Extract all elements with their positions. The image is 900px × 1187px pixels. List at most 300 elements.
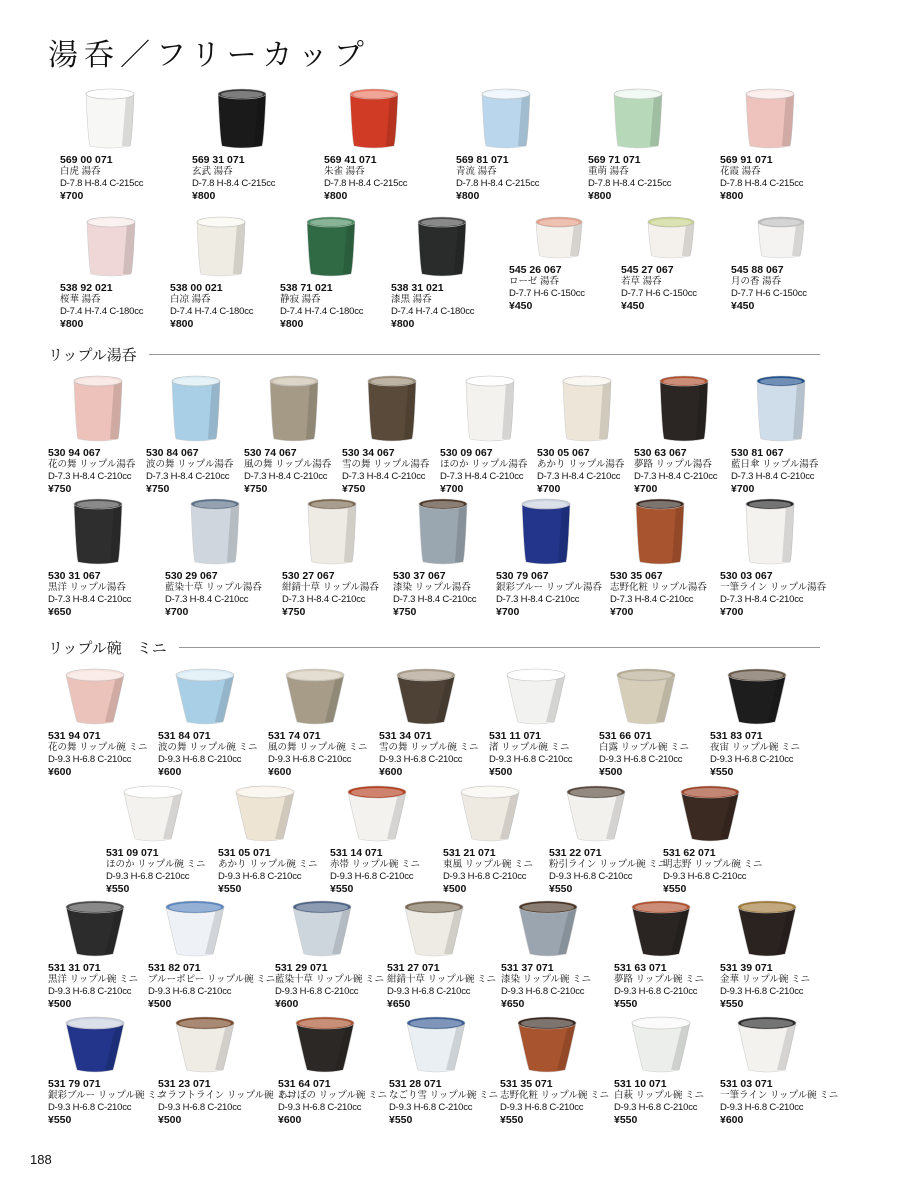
product-code: 530 79 067 xyxy=(496,570,549,582)
product-item xyxy=(393,498,503,618)
product-spec: D-7.3 H-8.4 C-210cc xyxy=(48,594,132,605)
cup-image xyxy=(531,216,587,260)
product-name: 銀彩ブルー リップル碗 ミニ xyxy=(48,1090,167,1101)
product-price: ¥800 xyxy=(170,318,194,330)
product-spec: D-9.3 H-6.8 C-210cc xyxy=(663,871,747,882)
cup-image xyxy=(82,88,138,150)
product-item xyxy=(710,668,820,778)
product-spec: D-9.3 H-6.8 C-210cc xyxy=(710,754,794,765)
product-name: ローゼ 湯呑 xyxy=(509,276,559,287)
product-name: 志野化粧 リップル碗 ミニ xyxy=(500,1090,610,1101)
product-code: 530 09 067 xyxy=(440,447,493,459)
product-code: 569 91 071 xyxy=(720,154,773,166)
product-spec: D-7.3 H-8.4 C-210cc xyxy=(610,594,694,605)
product-item xyxy=(599,668,709,778)
product-spec: D-7.3 H-8.4 C-210cc xyxy=(393,594,477,605)
product-code: 569 31 071 xyxy=(192,154,245,166)
product-spec: D-7.3 H-8.4 C-210cc xyxy=(244,471,328,482)
product-item xyxy=(48,900,158,1010)
product-code: 538 00 021 xyxy=(170,282,223,294)
product-item xyxy=(275,900,385,1010)
product-name: ほのか リップル碗 ミニ xyxy=(106,859,206,870)
cup-image xyxy=(514,1016,580,1074)
cup-image xyxy=(656,375,712,443)
product-price: ¥750 xyxy=(342,483,366,495)
product-item xyxy=(146,375,256,495)
product-price: ¥600 xyxy=(158,766,182,778)
cup-image xyxy=(643,216,699,260)
product-name: 重萌 湯呑 xyxy=(588,166,629,177)
product-spec: D-7.3 H-8.4 C-210cc xyxy=(720,594,804,605)
product-code: 531 62 071 xyxy=(663,847,716,859)
product-price: ¥450 xyxy=(509,300,533,312)
product-name: 風の舞 リップル碗 ミニ xyxy=(268,742,368,753)
product-spec: D-7.4 H-7.4 C-180cc xyxy=(60,306,144,317)
product-spec: D-7.3 H-8.4 C-210cc xyxy=(146,471,230,482)
product-code: 538 31 021 xyxy=(391,282,444,294)
product-code: 531 03 071 xyxy=(720,1078,773,1090)
product-item xyxy=(549,785,668,895)
product-spec: D-9.3 H-6.8 C-210cc xyxy=(48,1102,132,1113)
product-code: 569 81 071 xyxy=(456,154,509,166)
product-spec: D-9.3 H-6.8 C-210cc xyxy=(443,871,527,882)
product-spec: D-7.3 H-8.4 C-210cc xyxy=(634,471,718,482)
product-code: 531 82 071 xyxy=(148,962,201,974)
product-name: 雪の舞 リップル碗 ミニ xyxy=(379,742,479,753)
product-price: ¥800 xyxy=(391,318,415,330)
product-price: ¥700 xyxy=(537,483,561,495)
product-price: ¥650 xyxy=(387,998,411,1010)
product-name: ブルーポピー リップル碗 ミニ xyxy=(148,974,276,985)
page-title: 湯呑／フリーカップ xyxy=(48,38,370,73)
product-price: ¥800 xyxy=(192,190,216,202)
product-item xyxy=(158,668,268,778)
product-spec: D-7.3 H-8.4 C-210cc xyxy=(282,594,366,605)
cup-image xyxy=(187,498,243,566)
product-item xyxy=(48,668,158,778)
product-code: 531 74 071 xyxy=(268,730,321,742)
product-spec: D-9.3 H-6.8 C-210cc xyxy=(278,1102,362,1113)
product-spec: D-7.3 H-8.4 C-210cc xyxy=(48,471,132,482)
section-header-ripple-bowl-mini xyxy=(48,637,820,657)
product-name: 金華 リップル碗 ミニ xyxy=(720,974,811,985)
product-price: ¥700 xyxy=(610,606,634,618)
cup-image xyxy=(628,1016,694,1074)
product-price: ¥600 xyxy=(720,1114,744,1126)
cup-image xyxy=(162,900,228,958)
product-name: 青流 湯呑 xyxy=(456,166,497,177)
product-code: 531 23 071 xyxy=(158,1078,211,1090)
product-name: 藍染十草 リップル湯呑 xyxy=(165,582,262,593)
product-code: 530 74 067 xyxy=(244,447,297,459)
product-name: 夢路 リップル碗 ミニ xyxy=(614,974,705,985)
product-price: ¥600 xyxy=(275,998,299,1010)
product-name: 雪の舞 リップル湯呑 xyxy=(342,459,430,470)
product-code: 531 28 071 xyxy=(389,1078,442,1090)
cup-image xyxy=(232,785,298,843)
product-item xyxy=(489,668,599,778)
cup-image xyxy=(192,216,250,278)
product-name: 花霞 湯呑 xyxy=(720,166,761,177)
product-code: 530 63 067 xyxy=(634,447,687,459)
product-code: 530 03 067 xyxy=(720,570,773,582)
product-code: 530 84 067 xyxy=(146,447,199,459)
product-name: 明志野 リップル碗 ミニ xyxy=(663,859,763,870)
product-price: ¥450 xyxy=(731,300,755,312)
product-price: ¥600 xyxy=(268,766,292,778)
product-item xyxy=(389,1016,499,1126)
product-price: ¥750 xyxy=(282,606,306,618)
product-price: ¥700 xyxy=(496,606,520,618)
product-code: 531 94 071 xyxy=(48,730,101,742)
product-code: 531 34 071 xyxy=(379,730,432,742)
product-spec: D-7.7 H-6 C-150cc xyxy=(509,288,585,299)
product-name: あけぼの リップル碗 ミニ xyxy=(278,1090,388,1101)
product-spec: D-9.3 H-6.8 C-210cc xyxy=(599,754,683,765)
product-item xyxy=(170,216,280,330)
cup-image xyxy=(62,900,128,958)
product-item xyxy=(614,900,724,1010)
product-spec: D-7.4 H-7.4 C-180cc xyxy=(391,306,475,317)
section-header-ripple-yunomi xyxy=(48,344,820,364)
cup-image xyxy=(413,216,471,278)
product-code: 531 05 071 xyxy=(218,847,271,859)
product-code: 531 21 071 xyxy=(443,847,496,859)
product-spec: D-7.8 H-8.4 C-215cc xyxy=(456,178,540,189)
product-price: ¥500 xyxy=(148,998,172,1010)
product-code: 569 71 071 xyxy=(588,154,641,166)
product-spec: D-9.3 H-6.8 C-210cc xyxy=(720,986,804,997)
product-code: 531 35 071 xyxy=(500,1078,553,1090)
product-item xyxy=(330,785,440,895)
product-name: 白凉 湯呑 xyxy=(170,294,211,305)
product-price: ¥500 xyxy=(489,766,513,778)
product-name: 夢路 リップル湯呑 xyxy=(634,459,712,470)
product-spec: D-9.3 H-6.8 C-210cc xyxy=(614,1102,698,1113)
cup-image xyxy=(70,498,126,566)
product-spec: D-7.8 H-8.4 C-215cc xyxy=(588,178,672,189)
cup-image xyxy=(168,375,224,443)
product-code: 531 14 071 xyxy=(330,847,383,859)
product-item xyxy=(496,498,606,618)
product-code: 531 11 071 xyxy=(489,730,541,742)
cup-image xyxy=(70,375,126,443)
product-item xyxy=(48,375,158,495)
product-code: 531 39 071 xyxy=(720,962,773,974)
product-code: 530 29 067 xyxy=(165,570,218,582)
product-spec: D-7.8 H-8.4 C-215cc xyxy=(720,178,804,189)
product-spec: D-7.7 H-6 C-150cc xyxy=(621,288,697,299)
product-code: 545 88 067 xyxy=(731,264,784,276)
product-item xyxy=(720,1016,839,1126)
product-item xyxy=(610,498,720,618)
cup-image xyxy=(742,88,798,150)
product-spec: D-9.3 H-6.8 C-210cc xyxy=(218,871,302,882)
product-item xyxy=(282,498,392,618)
cup-image xyxy=(292,1016,358,1074)
product-name: あかり リップル碗 ミニ xyxy=(218,859,318,870)
product-item xyxy=(456,88,566,202)
product-item xyxy=(440,375,550,495)
product-item xyxy=(509,216,619,312)
cup-image xyxy=(302,216,360,278)
product-spec: D-7.3 H-8.4 C-210cc xyxy=(731,471,815,482)
product-item xyxy=(621,216,731,312)
cup-image xyxy=(214,88,270,150)
section-divider xyxy=(179,647,820,648)
product-code: 530 81 067 xyxy=(731,447,784,459)
product-price: ¥550 xyxy=(330,883,354,895)
cup-image xyxy=(610,88,666,150)
product-code: 530 94 067 xyxy=(48,447,101,459)
cup-image xyxy=(344,785,410,843)
product-price: ¥800 xyxy=(588,190,612,202)
product-price: ¥800 xyxy=(60,318,84,330)
product-name: 花の舞 リップル湯呑 xyxy=(48,459,136,470)
product-spec: D-9.3 H-6.8 C-210cc xyxy=(148,986,232,997)
product-price: ¥600 xyxy=(278,1114,302,1126)
product-code: 530 34 067 xyxy=(342,447,395,459)
product-item xyxy=(280,216,390,330)
cup-image xyxy=(628,900,694,958)
product-item xyxy=(218,785,328,895)
product-item xyxy=(60,216,170,330)
cup-image xyxy=(632,498,688,566)
cup-image xyxy=(515,900,581,958)
product-item xyxy=(244,375,354,495)
cup-image xyxy=(753,216,809,260)
product-name: 月の香 湯呑 xyxy=(731,276,782,287)
product-code: 531 31 071 xyxy=(48,962,101,974)
product-item xyxy=(342,375,452,495)
product-spec: D-7.3 H-8.4 C-210cc xyxy=(165,594,249,605)
cup-image xyxy=(462,375,518,443)
product-code: 569 41 071 xyxy=(324,154,377,166)
product-name: 朱雀 湯呑 xyxy=(324,166,365,177)
product-price: ¥650 xyxy=(48,606,72,618)
product-code: 530 27 067 xyxy=(282,570,335,582)
product-spec: D-9.3 H-6.8 C-210cc xyxy=(549,871,633,882)
cup-image xyxy=(403,1016,469,1074)
cup-image xyxy=(734,1016,800,1074)
product-price: ¥600 xyxy=(379,766,403,778)
product-item xyxy=(731,216,841,312)
product-name: あかり リップル湯呑 xyxy=(537,459,625,470)
product-name: 漆染 リップル碗 ミニ xyxy=(501,974,592,985)
product-name: 夜宙 リップル碗 ミニ xyxy=(710,742,801,753)
product-name: 黒洋 リップル碗 ミニ xyxy=(48,974,139,985)
product-price: ¥550 xyxy=(500,1114,524,1126)
product-name: 花の舞 リップル碗 ミニ xyxy=(48,742,148,753)
cup-image xyxy=(518,498,574,566)
product-item xyxy=(720,498,830,618)
product-price: ¥800 xyxy=(324,190,348,202)
section-divider xyxy=(149,354,820,355)
product-item xyxy=(391,216,501,330)
product-code: 531 29 071 xyxy=(275,962,328,974)
product-item xyxy=(379,668,489,778)
cup-image xyxy=(478,88,534,150)
product-code: 531 37 071 xyxy=(501,962,554,974)
product-name: 粉引ライン リップル碗 ミニ xyxy=(549,859,668,870)
product-spec: D-9.3 H-6.8 C-210cc xyxy=(500,1102,584,1113)
product-name: なごり雪 リップル碗 ミニ xyxy=(389,1090,499,1101)
product-code: 545 26 067 xyxy=(509,264,562,276)
product-code: 531 64 071 xyxy=(278,1078,331,1090)
product-price: ¥550 xyxy=(48,1114,72,1126)
product-item xyxy=(60,88,170,202)
product-name: 紺錆十草 リップル湯呑 xyxy=(282,582,379,593)
cup-image xyxy=(753,375,809,443)
product-name: 静寂 湯呑 xyxy=(280,294,321,305)
product-price: ¥700 xyxy=(731,483,755,495)
cup-image xyxy=(172,668,238,726)
product-spec: D-7.3 H-8.4 C-210cc xyxy=(440,471,524,482)
product-spec: D-7.8 H-8.4 C-215cc xyxy=(324,178,408,189)
product-price: ¥600 xyxy=(48,766,72,778)
product-spec: D-9.3 H-6.8 C-210cc xyxy=(275,986,359,997)
product-name: 黒洋 リップル湯呑 xyxy=(48,582,126,593)
product-name: 白露 リップル碗 ミニ xyxy=(599,742,690,753)
product-price: ¥700 xyxy=(60,190,84,202)
product-name: クラフトライン リップル碗 ミニ xyxy=(158,1090,296,1101)
product-price: ¥800 xyxy=(720,190,744,202)
product-name: 東風 リップル碗 ミニ xyxy=(443,859,534,870)
product-name: 一筆ライン リップル碗 ミニ xyxy=(720,1090,839,1101)
product-name: 白萩 リップル碗 ミニ xyxy=(614,1090,705,1101)
product-item xyxy=(720,900,830,1010)
product-price: ¥550 xyxy=(106,883,130,895)
product-price: ¥700 xyxy=(634,483,658,495)
product-code: 531 63 071 xyxy=(614,962,667,974)
product-name: 波の舞 リップル碗 ミニ xyxy=(158,742,258,753)
product-name: 若草 湯呑 xyxy=(621,276,662,287)
section-title: リップル湯呑 xyxy=(48,345,137,364)
cup-image xyxy=(677,785,743,843)
product-code: 531 66 071 xyxy=(599,730,652,742)
product-price: ¥550 xyxy=(614,998,638,1010)
product-item xyxy=(720,88,830,202)
product-name: 渚 リップル碗 ミニ xyxy=(489,742,570,753)
product-name: 風の舞 リップル湯呑 xyxy=(244,459,332,470)
product-code: 538 92 021 xyxy=(60,282,113,294)
cup-image xyxy=(457,785,523,843)
product-code: 531 10 071 xyxy=(614,1078,667,1090)
product-code: 531 84 071 xyxy=(158,730,211,742)
product-price: ¥550 xyxy=(663,883,687,895)
product-spec: D-7.3 H-8.4 C-210cc xyxy=(496,594,580,605)
product-price: ¥500 xyxy=(443,883,467,895)
product-price: ¥550 xyxy=(720,998,744,1010)
product-price: ¥700 xyxy=(165,606,189,618)
cup-image xyxy=(393,668,459,726)
cup-image xyxy=(401,900,467,958)
product-price: ¥550 xyxy=(614,1114,638,1126)
product-price: ¥500 xyxy=(599,766,623,778)
product-name: 紺錆十草 リップル碗 ミニ xyxy=(387,974,497,985)
section-title: リップル碗 ミニ xyxy=(48,638,167,657)
cup-image xyxy=(304,498,360,566)
page-number: 188 xyxy=(30,1152,52,1167)
product-code: 530 37 067 xyxy=(393,570,446,582)
product-name: 漆黒 湯呑 xyxy=(391,294,432,305)
product-price: ¥700 xyxy=(440,483,464,495)
product-name: 赤帯 リップル碗 ミニ xyxy=(330,859,421,870)
product-price: ¥750 xyxy=(48,483,72,495)
product-item xyxy=(148,900,276,1010)
product-name: 藍日傘 リップル湯呑 xyxy=(731,459,819,470)
product-item xyxy=(588,88,698,202)
product-spec: D-9.3 H-6.8 C-210cc xyxy=(501,986,585,997)
cup-image xyxy=(62,1016,128,1074)
product-price: ¥550 xyxy=(218,883,242,895)
cup-image xyxy=(415,498,471,566)
product-spec: D-9.3 H-6.8 C-210cc xyxy=(158,1102,242,1113)
product-name: 志野化粧 リップル湯呑 xyxy=(610,582,707,593)
product-spec: D-9.3 H-6.8 C-210cc xyxy=(330,871,414,882)
product-code: 531 83 071 xyxy=(710,730,763,742)
product-name: 銀彩ブルー リップル湯呑 xyxy=(496,582,602,593)
product-item xyxy=(500,1016,610,1126)
product-price: ¥800 xyxy=(280,318,304,330)
product-name: 波の舞 リップル湯呑 xyxy=(146,459,234,470)
product-item xyxy=(268,668,378,778)
product-code: 545 27 067 xyxy=(621,264,674,276)
product-code: 531 27 071 xyxy=(387,962,440,974)
product-name: 白虎 湯呑 xyxy=(60,166,101,177)
cup-image xyxy=(346,88,402,150)
product-name: 藍染十草 リップル碗 ミニ xyxy=(275,974,385,985)
cup-image xyxy=(120,785,186,843)
product-spec: D-7.3 H-8.4 C-210cc xyxy=(342,471,426,482)
product-spec: D-7.4 H-7.4 C-180cc xyxy=(280,306,364,317)
product-spec: D-9.3 H-6.8 C-210cc xyxy=(158,754,242,765)
product-item xyxy=(387,900,497,1010)
product-spec: D-9.3 H-6.8 C-210cc xyxy=(389,1102,473,1113)
cup-image xyxy=(724,668,790,726)
cup-image xyxy=(613,668,679,726)
product-item xyxy=(634,375,744,495)
product-code: 531 09 071 xyxy=(106,847,159,859)
product-price: ¥550 xyxy=(710,766,734,778)
product-code: 530 31 067 xyxy=(48,570,101,582)
product-price: ¥500 xyxy=(158,1114,182,1126)
cup-image xyxy=(282,668,348,726)
product-item xyxy=(501,900,611,1010)
product-item xyxy=(614,1016,724,1126)
product-code: 569 00 071 xyxy=(60,154,113,166)
product-name: 一筆ライン リップル湯呑 xyxy=(720,582,827,593)
product-item xyxy=(731,375,841,495)
product-spec: D-9.3 H-6.8 C-210cc xyxy=(268,754,352,765)
cup-image xyxy=(364,375,420,443)
product-item xyxy=(192,88,302,202)
product-price: ¥450 xyxy=(621,300,645,312)
product-code: 530 35 067 xyxy=(610,570,663,582)
product-item xyxy=(48,498,158,618)
product-item xyxy=(106,785,216,895)
product-price: ¥750 xyxy=(146,483,170,495)
product-spec: D-9.3 H-6.8 C-210cc xyxy=(489,754,573,765)
product-price: ¥550 xyxy=(389,1114,413,1126)
product-price: ¥550 xyxy=(549,883,573,895)
cup-image xyxy=(503,668,569,726)
product-spec: D-9.3 H-6.8 C-210cc xyxy=(48,986,132,997)
product-item xyxy=(278,1016,388,1126)
cup-image xyxy=(563,785,629,843)
product-spec: D-7.3 H-8.4 C-210cc xyxy=(537,471,621,482)
product-price: ¥500 xyxy=(48,998,72,1010)
